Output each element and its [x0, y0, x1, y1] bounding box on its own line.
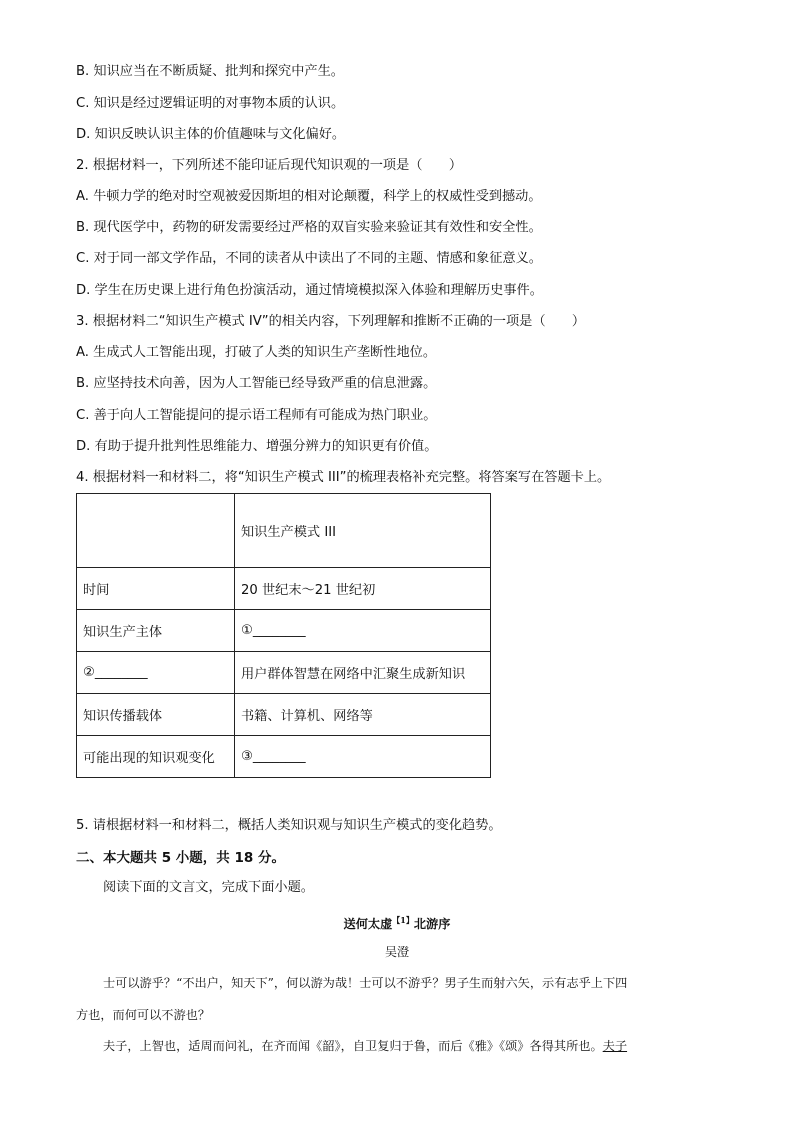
table-cell: ③________ — [235, 736, 491, 778]
q2-option-d: D. 学生在历史课上进行角色扮演活动，通过情境模拟深入体验和理解历史事件。 — [76, 283, 543, 298]
q3-option-b: B. 应坚持技术向善，因为人工智能已经导致严重的信息泄露。 — [76, 376, 437, 391]
table-row — [77, 568, 491, 610]
table-row — [77, 736, 491, 778]
q2-option-b: B. 现代医学中，药物的研发需要经过严格的双盲实验来验证其有效性和安全性。 — [76, 220, 542, 235]
table-row — [77, 694, 491, 736]
table-cell: 时间 — [77, 568, 235, 610]
table-header-row — [77, 494, 491, 568]
section-2-heading: 二、本大题共 5 小题，共 18 分。 — [76, 850, 285, 866]
q4-stem: 4. 根据材料一和材料二，将“知识生产模式 III”的梳理表格补充完整。将答案写在答题卡上。 — [76, 470, 611, 485]
underlined-phrase: 夫子 — [602, 1039, 628, 1053]
q3-option-a: A. 生成式人工智能出现，打破了人类的知识生产垄断性地位。 — [76, 345, 437, 360]
passage-paragraph-2-text: 夫子，上智也，适周而问礼，在齐而闻《韶》，自卫复归于鲁，而后《雅》《颂》各得其所也。 — [103, 1039, 603, 1053]
table-cell: 知识生产主体 — [77, 610, 235, 652]
passage-author: 吴澄 — [384, 945, 410, 959]
passage-paragraph-1-line-1: 士可以游乎？“不出户，知天下”，何以游为哉！士可以不游乎？男子生而射六矢，示有志乎上下四 — [103, 976, 628, 990]
passage-paragraph-1-line-2: 方也，而何可以不游也？ — [76, 1008, 211, 1022]
table-cell: 20 世纪末～21 世纪初 — [235, 568, 491, 610]
table-cell: 用户群体智慧在网络中汇聚生成新知识 — [235, 652, 491, 694]
footnote-marker: 【1】 — [392, 915, 414, 925]
q3-option-c: C. 善于向人工智能提问的提示语工程师有可能成为热门职业。 — [76, 408, 437, 423]
knowledge-mode-table — [76, 493, 491, 778]
q1-option-c: C. 知识是经过逻辑证明的对事物本质的认识。 — [76, 96, 345, 111]
q3-stem: 3. 根据材料二“知识生产模式 IV”的相关内容，下列理解和推断不正确的一项是（ ） — [76, 314, 586, 329]
section-2-instruction: 阅读下面的文言文，完成下面小题。 — [103, 880, 314, 895]
q5-stem: 5. 请根据材料一和材料二，概括人类知识观与知识生产模式的变化趋势。 — [76, 818, 502, 833]
q1-option-d: D. 知识反映认识主体的价值趣味与文化偏好。 — [76, 127, 346, 142]
table-row — [77, 610, 491, 652]
table-cell: 书籍、计算机、网络等 — [235, 694, 491, 736]
table-cell: 可能出现的知识观变化 — [77, 736, 235, 778]
q2-stem: 2. 根据材料一，下列所述不能印证后现代知识观的一项是（ ） — [76, 158, 463, 173]
table-cell: ①________ — [235, 610, 491, 652]
q2-option-c: C. 对于同一部文学作品，不同的读者从中读出了不同的主题、情感和象征意义。 — [76, 251, 542, 266]
table-row — [77, 652, 491, 694]
passage-title-tail: 北游序 — [413, 917, 451, 932]
passage-title-main: 送何太虚 — [343, 917, 393, 932]
q1-option-b: B. 知识应当在不断质疑、批判和探究中产生。 — [76, 64, 344, 79]
passage-title — [0, 911, 794, 933]
table-cell: ②________ — [77, 652, 235, 694]
q2-option-a: A. 牛顿力学的绝对时空观被爱因斯坦的相对论颠覆，科学上的权威性受到撼动。 — [76, 189, 542, 204]
table-cell: 知识生产模式 III — [235, 494, 491, 568]
table-cell: 知识传播载体 — [77, 694, 235, 736]
q3-option-d: D. 有助于提升批判性思维能力、增强分辨力的知识更有价值。 — [76, 439, 438, 454]
table-cell — [77, 494, 235, 568]
passage-paragraph-2-line-1 — [103, 1037, 627, 1055]
